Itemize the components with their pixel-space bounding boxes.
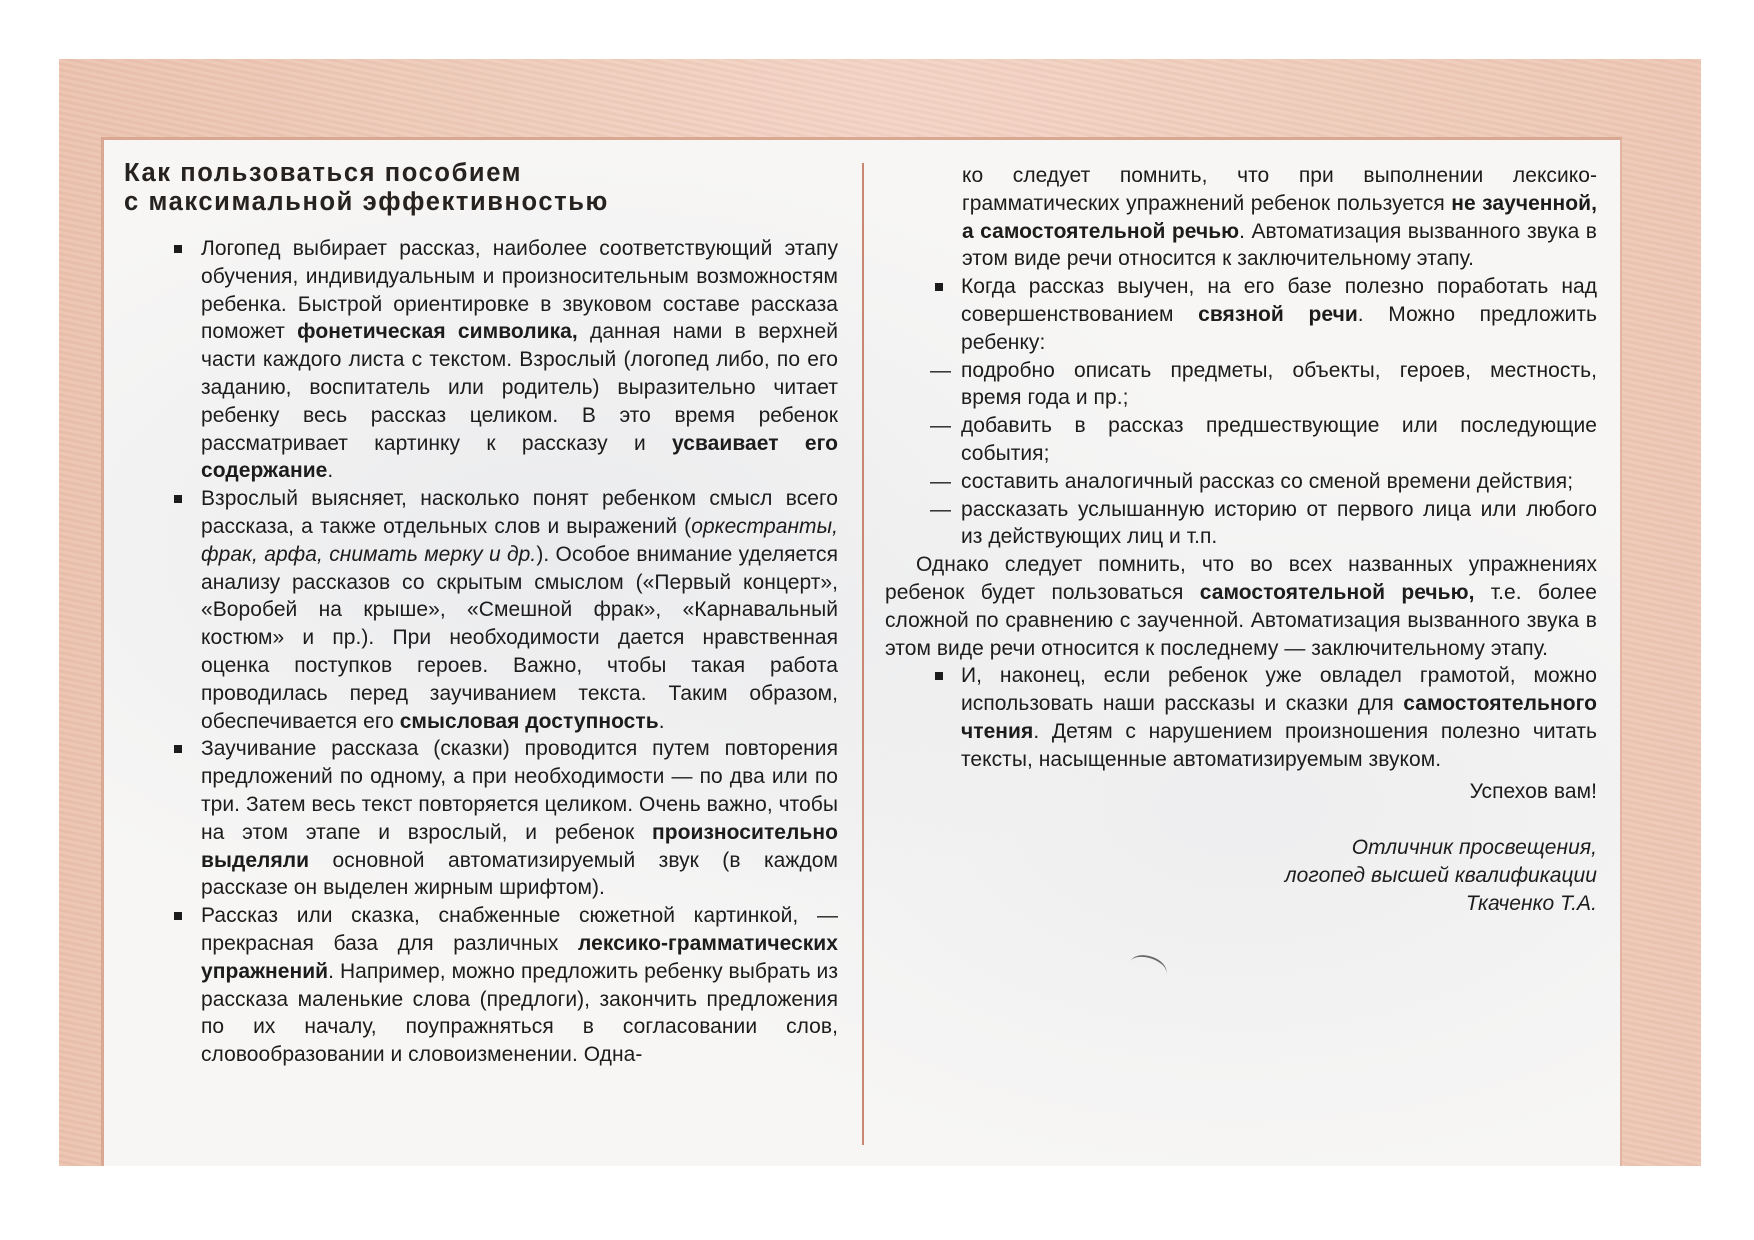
text-run: . Например, можно предложить ребенку выбрать из рассказа маленькие слова (предлоги), закончить предложения по их началу, поупражняться в согласовании слов, словообразовании и словоизменении. Одна- <box>201 959 838 1067</box>
bold-run: не заученной, а самостоятельной речью <box>962 191 1597 243</box>
dash-item-describe: — подробно описать предметы, объекты, героев, местность, время года и пр.; <box>885 357 1597 413</box>
text-run: основной автоматизируемый звук (в каждом рассказе он выделен жирным шрифтом). <box>201 848 838 900</box>
dash-item-add-events: — добавить в рассказ предшествующие или последующие события; <box>885 412 1597 468</box>
text-run: т.е. более сложной по сравнению с заученной. Автоматизация вызванного звука в этом виде речи относится к последнему — заключительному этапу. <box>885 580 1597 660</box>
signature-block <box>885 834 1597 917</box>
bold-run: самостоятельной речью, <box>1199 580 1475 604</box>
title-line-2: с максимальной эффективностью <box>124 188 609 216</box>
left-column <box>124 159 838 1069</box>
bold-run: фонетическая символика, <box>297 320 578 344</box>
bullet-memorizing <box>124 735 838 902</box>
bullet-connected-speech <box>885 273 1597 356</box>
bold-run: произносительно выделяли <box>201 820 838 872</box>
bold-run: смысловая доступность <box>399 709 659 733</box>
dash-item-compose: — составить аналогичный рассказ со сменой времени действия; <box>885 468 1597 496</box>
bullet-independent-reading <box>885 662 1597 773</box>
bullet-grammar-exercises <box>124 902 838 1069</box>
bold-run: самостоятельного чтения <box>961 692 1597 743</box>
text-run: И, наконец, если ребенок уже овладел грамотой, можно использовать наши рассказы и сказки для <box>961 664 1597 716</box>
closing-wish: Успехов вам! <box>1469 779 1597 803</box>
text-run: Однако следует помнить, что во всех названных упражнениях ребенок будет пользоваться <box>885 553 1597 604</box>
text-run: . Детям с нарушением произношения полезно читать тексты, насыщенные автоматизируемым звуком. <box>961 719 1597 771</box>
text-run: ). Особое внимание уделяется анализу рассказов со скрытым смыслом («Первый концерт», «Воробей на крыше», «Смешной фрак», «Карнавальный костюм» и пр.). При необходимости дается нравственная оценка поступков героев. Важно, чтобы такая работа проводилась перед заучиванием текста. Таким образом, обеспечивается его <box>201 542 838 733</box>
bold-run: лексико-грамматических упражнений <box>201 931 838 983</box>
column-divider <box>862 163 864 1145</box>
signature-line-2: логопед высшей квалификации <box>1284 864 1597 888</box>
text-run: Рассказ или сказка, снабженные сюжетной картинкой, — прекрасная база для различных <box>201 904 838 955</box>
title-line-1: Как пользоваться пособием <box>124 159 523 187</box>
signature-line-3: Ткаченко Т.А. <box>1465 891 1597 915</box>
text-run: Логопед выбирает рассказ, наиболее соответствующий этапу обучения, индивидуальным и произносительным возможностям ребенка. Быстрой ориентировке в звуковом составе рассказа поможет <box>201 237 838 344</box>
text-run: . <box>658 709 665 733</box>
text-run: Заучивание рассказа (сказки) проводится путем повторения предложений по одному, а при необходимости — по два или по три. Затем весь текст повторяется целиком. Очень важно, чтобы на этом этапе и взрослый, и ребенок <box>201 737 838 844</box>
signature-line-1: Отличник просвещения, <box>1351 836 1597 860</box>
text-run: Когда рассказ выучен, на его базе полезно поработать над совершенствованием <box>961 275 1597 326</box>
italic-run: оркестранты, фрак, арфа, снимать мерку и др. <box>201 514 838 566</box>
continued-paragraph <box>885 162 1597 273</box>
text-run: . <box>327 459 334 483</box>
page-title <box>124 159 838 217</box>
right-column <box>885 162 1597 918</box>
text-run: . Можно предложить ребенку: <box>961 302 1597 354</box>
text-run: ко следует помнить, что при выполнении лексико-грамматических упражнений ребенок пользуется <box>962 164 1597 215</box>
dash-item-retell: — рассказать услышанную историю от первого лица или любого из действующих лиц и т.п. <box>885 496 1597 552</box>
bold-run: связной речи <box>1198 302 1358 326</box>
text-run: . Автоматизация вызванного звука в этом виде речи относится к заключительному этапу. <box>962 219 1597 271</box>
bullet-choose-story <box>124 235 838 485</box>
however-paragraph <box>885 551 1597 662</box>
text-run: Взрослый выясняет, насколько понят ребенком смысл всего рассказа, а также отдельных слов и выражений ( <box>201 487 838 538</box>
bullet-meaning <box>124 485 838 735</box>
text-run: данная нами в верхней части каждого листа с текстом. Взрослый (логопед либо, по его заданию, воспитатель или родитель) выразительно читает ребенку весь рассказ целиком. В это время ребенок рассматривает картинку к рассказу и <box>201 320 838 455</box>
bold-run: усваивает его содержание <box>201 431 838 483</box>
